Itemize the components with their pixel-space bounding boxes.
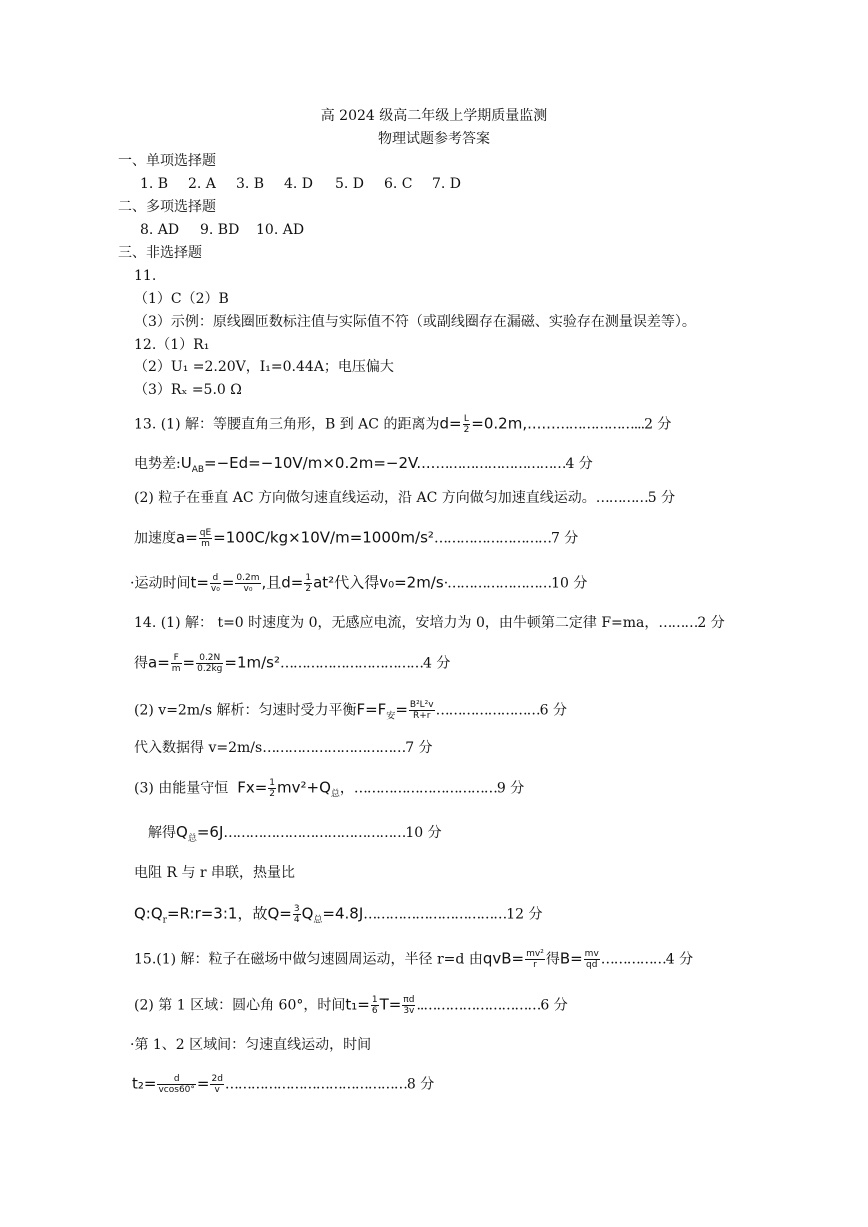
q14-line5 bbox=[134, 778, 524, 803]
answer-8: 8. AD bbox=[140, 222, 180, 238]
q13-line1-text: 13. (1) 解：等腰直角三角形，B 到 AC 的距离为 bbox=[134, 416, 440, 433]
formula-result: mv²+Q bbox=[277, 778, 331, 797]
formula: a= bbox=[176, 528, 198, 547]
formula: F=F bbox=[356, 700, 387, 719]
answer-4: 4. D bbox=[284, 176, 314, 192]
q14-line3 bbox=[134, 700, 567, 725]
fraction bbox=[463, 414, 471, 435]
q11-number: 11. bbox=[134, 268, 157, 284]
denominator: 2 bbox=[269, 789, 275, 799]
q13-line1 bbox=[134, 414, 671, 435]
q15-line3: ·第 1、2 区域间：匀速直线运动，时间 bbox=[130, 1037, 372, 1053]
formula-result: at²代入得v₀=2m/s bbox=[313, 573, 444, 592]
fraction bbox=[210, 573, 221, 594]
leader-dots: …………………………………… bbox=[224, 1076, 407, 1093]
leader-dots: ……………………… bbox=[433, 530, 551, 547]
denominator: 2 bbox=[305, 584, 312, 594]
denominator: 6 bbox=[371, 1006, 378, 1016]
leader-dots: ·…………………… bbox=[443, 575, 552, 592]
denominator: v₀ bbox=[210, 584, 220, 594]
equals: = bbox=[221, 573, 235, 592]
formula: Fx= bbox=[237, 778, 268, 797]
comma: ， bbox=[339, 780, 354, 797]
q14-line4-text: 代入数据得 v=2m/s bbox=[134, 740, 263, 756]
formula: Q bbox=[301, 904, 314, 923]
q14-line2-text: 得 bbox=[134, 655, 148, 672]
numerator: mv bbox=[584, 949, 599, 959]
formula: =R:r=3:1，故Q= bbox=[166, 904, 292, 923]
score: 9 分 bbox=[496, 780, 525, 797]
equals: = bbox=[395, 700, 408, 719]
fraction bbox=[304, 573, 312, 594]
page-subtitle: 物理试题参考答案 bbox=[378, 131, 490, 147]
formula: Q:Q bbox=[134, 904, 163, 923]
formula: T= bbox=[379, 995, 402, 1014]
text: 得 bbox=[545, 951, 560, 968]
q11-part3: （3）示例：原线圈匝数标注值与实际值不符（或副线圈存在漏磁、实验存在测量误差等）。 bbox=[134, 314, 696, 330]
leader-dots: ………… bbox=[595, 490, 648, 506]
q13-line4-text: 加速度 bbox=[134, 530, 176, 547]
answer-5: 5. D bbox=[335, 176, 365, 192]
q13-line1-formula: d= bbox=[439, 414, 462, 433]
q15-line1 bbox=[134, 949, 693, 970]
subscript: 总 bbox=[313, 915, 323, 926]
fraction bbox=[525, 949, 545, 970]
answer-7: 7. D bbox=[432, 176, 462, 192]
numerator: 2d bbox=[211, 1074, 223, 1084]
numerator: πd bbox=[403, 995, 415, 1005]
q15-line2 bbox=[134, 995, 568, 1016]
leader-dots: …………………………… bbox=[279, 655, 423, 672]
score: 2 分 bbox=[644, 416, 672, 433]
leader-dots: ………………... bbox=[555, 416, 645, 433]
numerator: 0.2m bbox=[236, 573, 260, 583]
formula-result: =1m/s² bbox=[224, 653, 280, 672]
answer-10: 10. AD bbox=[256, 222, 305, 238]
answer-1: 1. B bbox=[140, 176, 169, 192]
q14-line6-text: 解得 bbox=[148, 825, 176, 841]
answer-9: 9. BD bbox=[200, 222, 240, 238]
q15-line4 bbox=[132, 1074, 434, 1095]
formula: ,且d= bbox=[261, 573, 304, 592]
q13-line5-text: ·运动时间 bbox=[130, 575, 191, 592]
q11-part1: （1）C（2）B bbox=[134, 291, 229, 307]
section2-answers bbox=[140, 221, 304, 239]
numerator: 1 bbox=[269, 778, 275, 788]
formula: B= bbox=[559, 949, 583, 968]
section1-answers bbox=[140, 175, 461, 193]
numerator: 3 bbox=[293, 904, 300, 914]
q14-line5-text: (3) 由能量守恒 bbox=[134, 780, 229, 797]
subscript: 总 bbox=[187, 833, 197, 844]
numerator: F bbox=[171, 653, 182, 664]
q14-line1 bbox=[134, 614, 725, 632]
leader-dots: ..……………………… bbox=[416, 997, 541, 1014]
score: 4 分 bbox=[565, 456, 593, 472]
leader-dots: …………………………… bbox=[363, 906, 507, 923]
formula: t₂= bbox=[132, 1074, 157, 1093]
denominator: m bbox=[171, 664, 181, 674]
q13-line2-text: 电势差: bbox=[134, 456, 181, 472]
fraction bbox=[409, 700, 435, 721]
score: 12 分 bbox=[506, 906, 543, 923]
numerator: B²L²v bbox=[409, 700, 434, 710]
numerator: 1 bbox=[371, 995, 378, 1005]
q14-line3-text: (2) v=2m/s 解析：匀速时受力平衡 bbox=[134, 702, 357, 719]
q13-line4 bbox=[134, 528, 578, 549]
numerator: L bbox=[463, 414, 469, 424]
fraction bbox=[210, 1074, 223, 1095]
formula-result: =100C/kg×10V/m=1000m/s² bbox=[213, 528, 434, 547]
answer-3: 3. B bbox=[236, 176, 265, 192]
subscript: r bbox=[162, 915, 167, 926]
fraction bbox=[196, 653, 223, 674]
fraction bbox=[402, 995, 415, 1016]
u-ab-symbol: $U_{AB}$ bbox=[180, 454, 205, 475]
q13-line2-formula: =−Ed=−10V/m×0.2m=−2V.... bbox=[204, 454, 436, 472]
score: 4 分 bbox=[422, 655, 451, 672]
q14-line4 bbox=[134, 739, 433, 757]
formula-result: =6J bbox=[196, 823, 224, 841]
leader-dots: …………… bbox=[600, 951, 666, 968]
score: 5 分 bbox=[647, 490, 676, 506]
numerator: d bbox=[157, 1074, 195, 1085]
denominator: v₀ bbox=[243, 584, 253, 594]
numerator: qE bbox=[199, 528, 212, 538]
formula: t₁= bbox=[345, 995, 370, 1014]
score: 6 分 bbox=[540, 997, 568, 1014]
score: 2 分 bbox=[697, 615, 725, 631]
leader-dots: ………………………… bbox=[435, 456, 566, 472]
formula: t= bbox=[190, 573, 209, 592]
score: 7 分 bbox=[405, 740, 433, 756]
denominator: 0.2kg bbox=[197, 664, 223, 674]
formula: Q bbox=[176, 823, 188, 841]
formula: a= bbox=[148, 653, 170, 672]
denominator: 2 bbox=[463, 425, 470, 435]
subscript: 安 bbox=[386, 711, 396, 722]
section3-heading: 三、非选择题 bbox=[118, 245, 202, 261]
formula-result: =4.8J bbox=[322, 904, 364, 923]
section2-heading: 二、多项选择题 bbox=[118, 199, 216, 215]
answer-6: 6. C bbox=[384, 176, 413, 192]
q12-part2: （2）U₁ =2.20V，I₁=0.44A；电压偏大 bbox=[134, 359, 394, 375]
q14-line7: 电阻 R 与 r 串联，热量比 bbox=[134, 865, 296, 881]
answer-2: 2. A bbox=[188, 176, 216, 192]
q13-line3 bbox=[134, 489, 675, 507]
fraction bbox=[199, 528, 212, 549]
fraction bbox=[235, 573, 260, 594]
numerator: 1 bbox=[305, 573, 312, 583]
q12-part1: 12.（1）R₁ bbox=[134, 337, 210, 353]
numerator: d bbox=[210, 573, 221, 584]
q15-line1-text: 15.(1) 解：粒子在磁场中做匀速圆周运动，半径 r=d 由 bbox=[134, 951, 483, 968]
score: 6 分 bbox=[539, 702, 567, 719]
denominator: r bbox=[533, 960, 537, 970]
page-title: 高 2024 级高二年级上学期质量监测 bbox=[320, 108, 548, 124]
section1-heading: 一、单项选择题 bbox=[118, 153, 216, 169]
score: 10 分 bbox=[551, 575, 588, 592]
numerator: 0.2N bbox=[196, 653, 223, 664]
score: 4 分 bbox=[665, 951, 694, 968]
q12-part3: （3）Rₓ =5.0 Ω bbox=[134, 382, 242, 398]
q13-line2 bbox=[134, 454, 593, 479]
fraction bbox=[268, 778, 276, 799]
fraction bbox=[584, 949, 600, 970]
leader-dots: …………………………… bbox=[353, 780, 497, 797]
denominator: m bbox=[201, 539, 210, 549]
denominator: vcos60° bbox=[158, 1085, 195, 1095]
leader-dots: ……… bbox=[658, 615, 698, 631]
equals: = bbox=[196, 1074, 210, 1093]
leader-dots: …………………………………… bbox=[223, 825, 406, 841]
denominator: R+r bbox=[413, 711, 431, 721]
q14-line1-text: 14. (1) 解： t=0 时速度为 0，无感应电流，安培力为 0，由牛顿第二定律 F=ma， bbox=[134, 615, 659, 631]
q14-line2 bbox=[134, 653, 450, 674]
q14-line6 bbox=[148, 823, 442, 848]
q13-line3-text: (2) 粒子在垂直 AC 方向做匀速直线运动，沿 AC 方向做匀加速直线运动。 bbox=[134, 490, 596, 506]
denominator: 3v bbox=[403, 1006, 415, 1016]
leader-dots: …………………… bbox=[435, 702, 540, 719]
denominator: qd bbox=[586, 960, 598, 970]
q15-line2-text: (2) 第 1 区域：圆心角 60°，时间 bbox=[134, 997, 346, 1014]
denominator: v bbox=[214, 1085, 220, 1095]
equals: = bbox=[182, 653, 196, 672]
fraction bbox=[371, 995, 379, 1016]
fraction bbox=[293, 904, 301, 925]
score: 8 分 bbox=[406, 1076, 435, 1093]
denominator: 4 bbox=[293, 915, 300, 925]
q14-line8 bbox=[134, 904, 543, 929]
leader-dots: …………………………… bbox=[262, 740, 406, 756]
numerator: mv² bbox=[526, 949, 544, 959]
q13-line5 bbox=[130, 573, 587, 594]
score: 7 分 bbox=[550, 530, 579, 547]
formula: qvB= bbox=[482, 949, 525, 968]
fraction bbox=[157, 1074, 195, 1095]
score: 10 分 bbox=[405, 825, 442, 841]
fraction bbox=[171, 653, 182, 674]
q13-line1-result: =0.2m,...... bbox=[471, 414, 556, 433]
subscript: 总 bbox=[330, 789, 340, 800]
